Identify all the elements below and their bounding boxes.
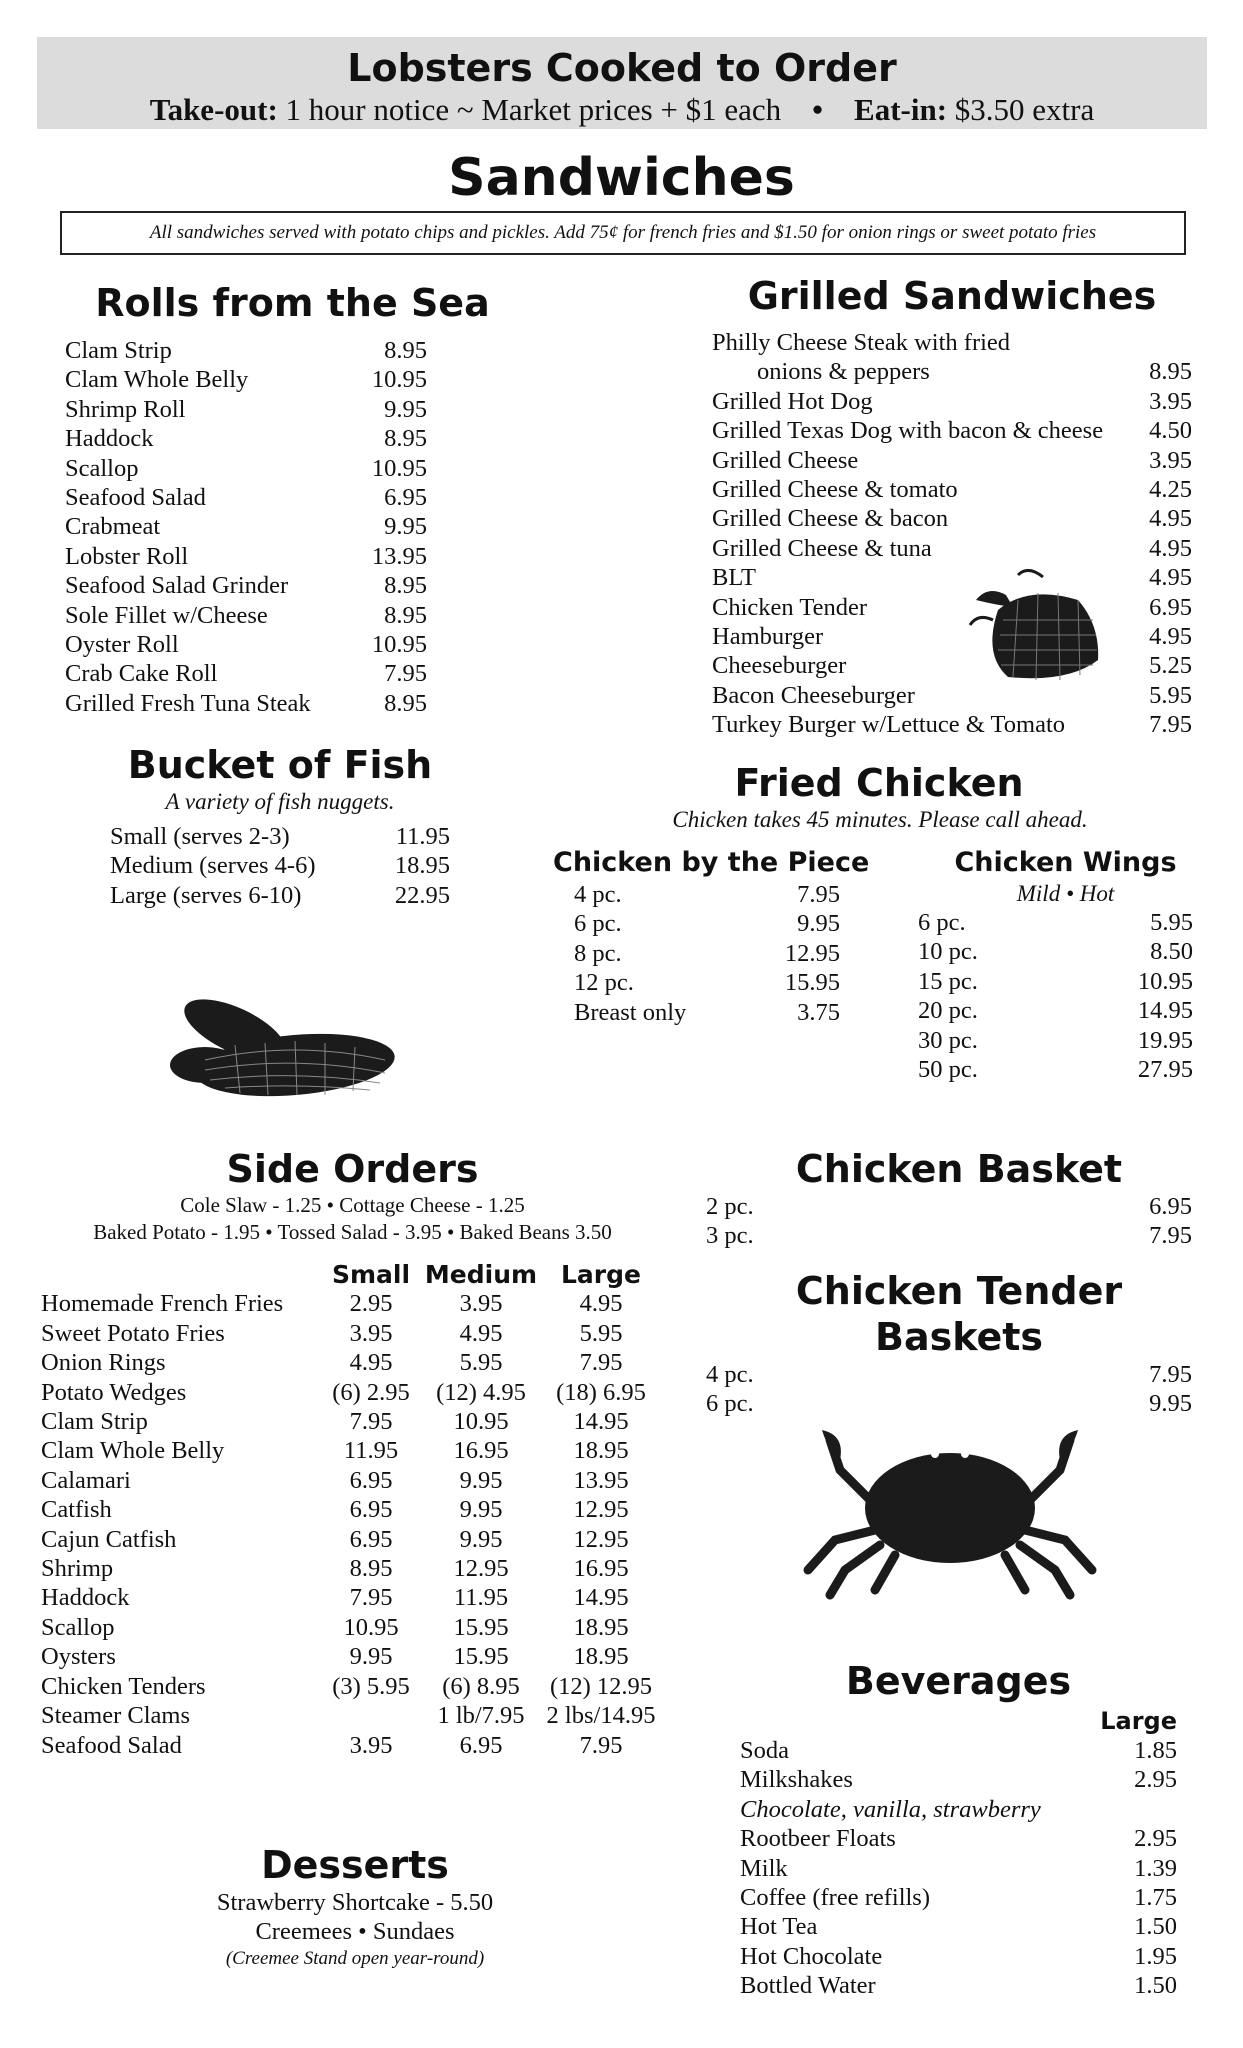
- chicken-wings-list: [918, 908, 1193, 1084]
- side-item-price: 4.95: [579, 1290, 623, 1318]
- menu-item: [740, 1971, 1177, 2000]
- item-name: Cheeseburger: [712, 652, 847, 680]
- side-item-price: (12) 4.95: [436, 1378, 526, 1406]
- item-name: Crab Cake Roll: [65, 660, 218, 688]
- side-item-price: (6) 2.95: [332, 1378, 410, 1406]
- menu-item: [706, 1192, 1192, 1221]
- menu-item: [706, 1221, 1192, 1250]
- menu-item: [574, 939, 840, 968]
- item-name: Hot Chocolate: [740, 1942, 883, 1970]
- item-name: 6 pc.: [574, 910, 622, 938]
- menu-item: [918, 1055, 1193, 1084]
- chicken-basket-title: Chicken Basket: [795, 1147, 1123, 1191]
- mussels-icon: [165, 985, 400, 1110]
- item-name: Lobster Roll: [65, 542, 189, 570]
- sides-title: Side Orders: [226, 1147, 479, 1191]
- item-name: Clam Strip: [65, 337, 172, 364]
- menu-item: [740, 1795, 1177, 1824]
- item-name: Hot Tea: [740, 1913, 818, 1941]
- item-name: Coffee (free refills): [740, 1884, 930, 1912]
- side-item-name: Potato Wedges: [41, 1378, 187, 1406]
- grilled-title: Grilled Sandwiches: [747, 274, 1157, 318]
- item-name: Oyster Roll: [65, 631, 179, 659]
- menu-item: [918, 908, 1193, 937]
- item-name: 10 pc.: [918, 938, 978, 966]
- menu-item: [574, 968, 840, 997]
- item-name: Grilled Fresh Tuna Steak: [65, 689, 311, 717]
- item-price: 6.95: [384, 484, 427, 512]
- side-item-price: 5.95: [459, 1349, 503, 1377]
- item-name: 3 pc.: [706, 1222, 754, 1250]
- item-name: Shrimp Roll: [65, 395, 186, 423]
- side-item-price: 5.95: [579, 1319, 623, 1347]
- item-name: 20 pc.: [918, 997, 978, 1025]
- item-name: 8 pc.: [574, 939, 622, 967]
- sides-section: [30, 1146, 680, 1760]
- menu-item: [65, 689, 495, 718]
- item-name: Rootbeer Floats: [740, 1825, 896, 1853]
- side-item-price: 13.95: [573, 1466, 629, 1494]
- menu-item: [918, 1026, 1193, 1055]
- rolls-section: [65, 280, 495, 718]
- item-price: 1.95: [1134, 1942, 1177, 1970]
- item-price: 4.50: [1149, 417, 1192, 445]
- col-header-medium: Medium: [424, 1260, 538, 1289]
- item-price: 10.95: [371, 454, 427, 482]
- side-item-price: 6.95: [349, 1496, 393, 1524]
- sandwiches-note: All sandwiches served with potato chips and pickles. Add 75¢ for french fries and $1.50 for onion rings or sweet potato fries: [60, 211, 1186, 255]
- item-price: 3.75: [797, 998, 840, 1026]
- crab-icon: [800, 1430, 1100, 1600]
- bucket-section: [110, 742, 450, 910]
- chicken-piece-section: [553, 846, 873, 1027]
- item-price: 6.95: [1149, 593, 1192, 621]
- side-item-price: 1 lb/7.95: [437, 1702, 525, 1730]
- chicken-wings-subtitle: Mild • Hot: [1016, 881, 1115, 906]
- item-price: 8.95: [384, 689, 427, 717]
- tender-baskets-section: [706, 1268, 1192, 1419]
- item-name: Grilled Texas Dog with bacon & cheese: [712, 417, 1104, 445]
- item-price: 7.95: [1149, 1222, 1192, 1250]
- item-name: Grilled Cheese & bacon: [712, 505, 949, 533]
- bucket-subtitle: A variety of fish nuggets.: [165, 789, 395, 814]
- side-item-price: 9.95: [459, 1496, 503, 1524]
- bucket-title: Bucket of Fish: [127, 743, 433, 787]
- desserts-section: [150, 1842, 560, 1971]
- grilled-list: [712, 387, 1192, 740]
- side-item-price: 12.95: [573, 1496, 629, 1524]
- takeout-text: 1 hour notice ~ Market prices + $1 each: [285, 92, 782, 127]
- col-header-large: Large: [561, 1260, 641, 1289]
- item-name: Hamburger: [712, 623, 824, 651]
- side-item-name: Calamari: [41, 1466, 131, 1494]
- chicken-wings-title: Chicken Wings: [954, 847, 1177, 878]
- tender-baskets-title: Chicken Tender Baskets: [795, 1269, 1123, 1359]
- menu-item: [574, 998, 840, 1027]
- side-item-name: Shrimp: [41, 1555, 114, 1583]
- item-name: onions & peppers: [757, 358, 930, 386]
- menu-item: [712, 328, 1192, 357]
- side-item-price: 4.95: [459, 1319, 503, 1347]
- menu-item: [712, 710, 1192, 739]
- side-item-price: (3) 5.95: [332, 1672, 410, 1700]
- chicken-piece-title: Chicken by the Piece: [553, 847, 870, 878]
- menu-item: [110, 822, 450, 851]
- item-price: 9.95: [797, 910, 840, 938]
- menu-item: [918, 937, 1193, 966]
- side-item-price: 6.95: [349, 1525, 393, 1553]
- menu-item: [918, 996, 1193, 1025]
- menu-item: [706, 1360, 1192, 1389]
- side-item-name: Haddock: [41, 1584, 130, 1612]
- item-price: 1.85: [1134, 1737, 1177, 1764]
- item-name: 12 pc.: [574, 969, 634, 997]
- item-name: Bottled Water: [740, 1972, 876, 2000]
- item-name: Haddock: [65, 425, 154, 453]
- menu-item: [740, 1883, 1177, 1912]
- item-price: 8.50: [1150, 938, 1193, 966]
- item-name: Sole Fillet w/Cheese: [65, 601, 268, 629]
- menu-item: [65, 395, 495, 424]
- menu-item: [712, 593, 1192, 622]
- rolls-title: Rolls from the Sea: [95, 281, 490, 325]
- item-name: Chicken Tender: [712, 593, 867, 621]
- desserts-line1: Strawberry Shortcake - 5.50: [216, 1889, 494, 1916]
- item-name: 4 pc.: [706, 1361, 754, 1388]
- banner-subtitle: [37, 93, 1207, 127]
- side-item-price: 3.95: [349, 1319, 393, 1347]
- item-price: 22.95: [394, 881, 450, 909]
- item-price: 9.95: [384, 513, 427, 541]
- menu-item: [65, 571, 495, 600]
- item-name: 4 pc.: [574, 881, 622, 908]
- item-name: 6 pc.: [918, 909, 966, 936]
- menu-item: [918, 967, 1193, 996]
- side-item-price: 9.95: [459, 1466, 503, 1494]
- side-item-price: 15.95: [453, 1613, 509, 1641]
- desserts-title: Desserts: [261, 1843, 449, 1887]
- item-price: 9.95: [384, 395, 427, 423]
- menu-item: [65, 365, 495, 394]
- item-name: Milk: [740, 1854, 788, 1882]
- item-name: Clam Whole Belly: [65, 366, 249, 394]
- rolls-list: [65, 336, 495, 718]
- item-name: 2 pc.: [706, 1193, 754, 1220]
- item-price: 1.75: [1134, 1884, 1177, 1912]
- item-price: 9.95: [1149, 1390, 1192, 1418]
- side-item-price: 11.95: [453, 1584, 509, 1612]
- item-price: 7.95: [797, 881, 840, 908]
- item-price: 4.95: [1149, 505, 1192, 533]
- fried-chicken-title: Fried Chicken: [734, 761, 1024, 805]
- menu-item: [712, 504, 1192, 533]
- menu-item: [65, 659, 495, 688]
- menu-item: [740, 1854, 1177, 1883]
- bullet: •: [812, 92, 824, 127]
- item-price: 1.39: [1134, 1854, 1177, 1882]
- side-item-price: 7.95: [579, 1731, 623, 1759]
- side-item-price: [321, 1701, 421, 1730]
- menu-item: [712, 475, 1192, 504]
- item-price: 27.95: [1137, 1056, 1193, 1084]
- side-item-price: 10.95: [343, 1613, 399, 1641]
- item-price: 15.95: [784, 969, 840, 997]
- side-item-price: 16.95: [453, 1437, 509, 1465]
- takeout-label: Take-out:: [149, 92, 278, 127]
- side-item-price: 7.95: [349, 1584, 393, 1612]
- side-item-name: Clam Strip: [41, 1408, 148, 1436]
- item-price: 4.95: [1149, 623, 1192, 651]
- item-price: 8.95: [384, 601, 427, 629]
- item-name: Medium (serves 4-6): [110, 852, 316, 880]
- menu-item: [65, 424, 495, 453]
- chicken-basket-list: [706, 1192, 1192, 1251]
- side-item-price: 3.95: [459, 1290, 503, 1318]
- menu-item: [65, 542, 495, 571]
- chicken-wings-section: [918, 846, 1193, 1084]
- side-item-name: Onion Rings: [41, 1349, 166, 1377]
- side-item-price: 16.95: [573, 1555, 629, 1583]
- side-item-price: (12) 12.95: [549, 1672, 653, 1700]
- item-price: 3.95: [1149, 387, 1192, 415]
- item-price: 7.95: [384, 660, 427, 688]
- item-name: Grilled Cheese: [712, 446, 859, 474]
- item-price: 2.95: [1134, 1825, 1177, 1853]
- fried-chicken-section: [535, 760, 1215, 834]
- menu-item: [712, 622, 1192, 651]
- desserts-line2: Creemees • Sundaes: [255, 1918, 455, 1946]
- chicken-piece-list: [574, 880, 840, 1027]
- item-name: Seafood Salad: [65, 484, 206, 512]
- side-item-price: (18) 6.95: [556, 1378, 646, 1406]
- side-item-price: 15.95: [453, 1643, 509, 1671]
- side-item-price: (6) 8.95: [442, 1672, 520, 1700]
- item-price: 8.95: [1149, 358, 1192, 386]
- menu-item: [712, 357, 1192, 386]
- menu-item: [712, 446, 1192, 475]
- item-name: Grilled Cheese & tuna: [712, 534, 932, 562]
- side-item-price: 7.95: [349, 1408, 393, 1436]
- item-price: 12.95: [784, 939, 840, 967]
- side-item-name: Cajun Catfish: [41, 1525, 177, 1553]
- side-item-price: 18.95: [573, 1643, 629, 1671]
- lobster-trap-icon: [968, 565, 1108, 685]
- item-price: 7.95: [1149, 1361, 1192, 1388]
- side-item-price: 14.95: [573, 1584, 629, 1612]
- lobster-banner: [37, 37, 1207, 129]
- item-price: 4.25: [1149, 476, 1192, 504]
- side-item-name: Scallop: [41, 1613, 115, 1641]
- menu-item: [740, 1824, 1177, 1853]
- item-name: 6 pc.: [706, 1390, 754, 1418]
- menu-item: [65, 454, 495, 483]
- side-item-name: Oysters: [41, 1643, 116, 1671]
- item-name: Large (serves 6-10): [110, 881, 302, 909]
- item-name: Scallop: [65, 454, 139, 482]
- sides-line2: Baked Potato - 1.95 • Tossed Salad - 3.95 • Baked Beans 3.50: [93, 1220, 612, 1244]
- side-item-name: Chicken Tenders: [41, 1672, 206, 1700]
- item-name: Grilled Cheese & tomato: [712, 476, 958, 504]
- item-price: 19.95: [1137, 1026, 1193, 1054]
- item-name: 30 pc.: [918, 1026, 978, 1054]
- item-name: BLT: [712, 564, 757, 592]
- side-item-price: 9.95: [459, 1525, 503, 1553]
- side-item-price: 12.95: [573, 1525, 629, 1553]
- item-price: 10.95: [1137, 967, 1193, 995]
- menu-item: [65, 336, 495, 365]
- side-item-price: 14.95: [573, 1408, 629, 1436]
- item-price: 4.95: [1149, 564, 1192, 592]
- menu-item: [712, 534, 1192, 563]
- item-price: 5.95: [1150, 909, 1193, 936]
- item-price: 18.95: [394, 852, 450, 880]
- beverages-section: [740, 1658, 1177, 2001]
- item-name: Philly Cheese Steak with fried: [712, 329, 1011, 356]
- tender-baskets-list: [706, 1360, 1192, 1419]
- menu-item: [712, 681, 1192, 710]
- menu-item: [740, 1736, 1177, 1765]
- item-price: 7.95: [1149, 711, 1192, 739]
- bucket-list: [110, 822, 450, 910]
- item-name: Small (serves 2-3): [110, 823, 290, 850]
- item-name: Turkey Burger w/Lettuce & Tomato: [712, 711, 1066, 739]
- side-item-price: 6.95: [349, 1466, 393, 1494]
- side-item-price: 3.95: [349, 1731, 393, 1759]
- sandwiches-title: Sandwiches: [448, 148, 795, 208]
- menu-item: [574, 909, 840, 938]
- item-price: 5.25: [1149, 652, 1192, 680]
- item-price: 5.95: [1149, 681, 1192, 709]
- side-item-name: Catfish: [41, 1496, 112, 1524]
- side-item-price: 11.95: [343, 1437, 399, 1465]
- item-name: 15 pc.: [918, 967, 978, 995]
- beverages-header: Large: [1100, 1707, 1177, 1735]
- menu-item: [740, 1765, 1177, 1794]
- side-item-price: 8.95: [349, 1555, 393, 1583]
- item-price: 8.95: [384, 425, 427, 453]
- menu-item: [110, 881, 450, 910]
- side-item-name: Sweet Potato Fries: [41, 1319, 225, 1347]
- menu-item: [574, 880, 840, 909]
- item-price: 3.95: [1149, 446, 1192, 474]
- menu-item: [65, 630, 495, 659]
- item-name: 50 pc.: [918, 1056, 978, 1084]
- item-price: 2.95: [1134, 1766, 1177, 1794]
- menu-item: [65, 483, 495, 512]
- side-item-name: Clam Whole Belly: [41, 1437, 225, 1465]
- side-item-name: Seafood Salad: [41, 1731, 182, 1759]
- item-name: Soda: [740, 1737, 789, 1764]
- chicken-basket-section: [706, 1146, 1192, 1251]
- side-item-price: 2.95: [349, 1290, 393, 1318]
- item-name: Seafood Salad Grinder: [65, 572, 289, 600]
- item-price: 10.95: [371, 631, 427, 659]
- side-item-name: Steamer Clams: [41, 1702, 191, 1730]
- item-name: Grilled Hot Dog: [712, 387, 873, 415]
- item-name: Crabmeat: [65, 513, 161, 541]
- item-price: 1.50: [1134, 1972, 1177, 2000]
- menu-item: [65, 601, 495, 630]
- grilled-section: [712, 273, 1192, 740]
- side-item-price: 7.95: [579, 1349, 623, 1377]
- side-item-price: 2 lbs/14.95: [546, 1702, 656, 1730]
- item-price: 14.95: [1137, 997, 1193, 1025]
- col-header-small: Small: [331, 1260, 411, 1289]
- menu-item: [740, 1912, 1177, 1941]
- side-item-name: Homemade French Fries: [41, 1290, 284, 1318]
- item-name: Chocolate, vanilla, strawberry: [740, 1795, 1041, 1823]
- item-name: Breast only: [574, 998, 687, 1026]
- item-price: 8.95: [384, 572, 427, 600]
- item-price: 1.50: [1134, 1913, 1177, 1941]
- item-price: 10.95: [371, 366, 427, 394]
- beverages-title: Beverages: [845, 1659, 1072, 1703]
- menu-item: [712, 563, 1192, 592]
- side-item-price: 4.95: [349, 1349, 393, 1377]
- desserts-line3: (Creemee Stand open year-round): [225, 1947, 485, 1969]
- menu-item: [65, 512, 495, 541]
- side-item-price: 18.95: [573, 1437, 629, 1465]
- item-price: 8.95: [384, 337, 427, 364]
- item-price: 11.95: [395, 823, 450, 850]
- banner-title: Lobsters Cooked to Order: [347, 46, 897, 90]
- fried-chicken-subtitle: Chicken takes 45 minutes. Please call ahead.: [672, 807, 1088, 832]
- eatin-label: Eat-in:: [854, 92, 948, 127]
- side-item-price: 10.95: [453, 1408, 509, 1436]
- menu-item: [740, 1942, 1177, 1971]
- side-item-price: 6.95: [459, 1731, 503, 1759]
- side-item-price: 9.95: [349, 1643, 393, 1671]
- beverages-list: [740, 1736, 1177, 2001]
- item-name: Milkshakes: [740, 1766, 853, 1794]
- item-price: 13.95: [371, 542, 427, 570]
- item-price: 6.95: [1149, 1193, 1192, 1220]
- menu-item: [706, 1389, 1192, 1418]
- item-name: Bacon Cheeseburger: [712, 681, 915, 709]
- side-item-price: 18.95: [573, 1613, 629, 1641]
- side-item-price: 12.95: [453, 1555, 509, 1583]
- menu-item: [712, 416, 1192, 445]
- menu-item: [712, 387, 1192, 416]
- menu-item: [712, 651, 1192, 680]
- item-price: 4.95: [1149, 534, 1192, 562]
- menu-item: [110, 851, 450, 880]
- eatin-text: $3.50 extra: [954, 92, 1095, 127]
- sides-table: [41, 1260, 680, 1760]
- sides-line1: Cole Slaw - 1.25 • Cottage Cheese - 1.25: [180, 1193, 525, 1217]
